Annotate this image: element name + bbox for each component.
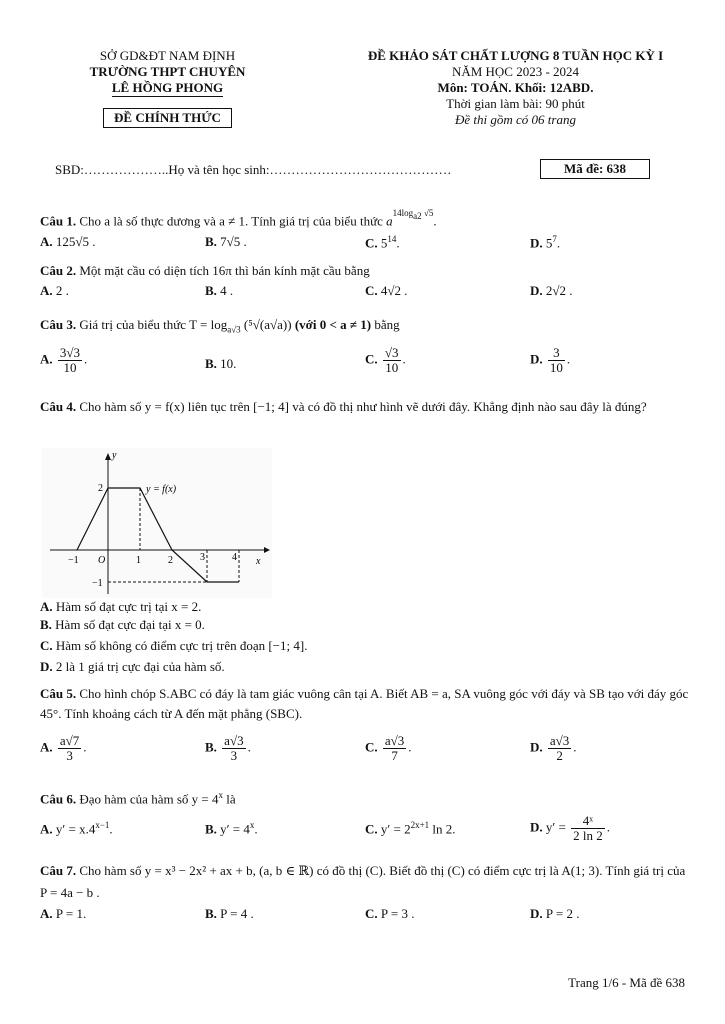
- school-name-2: LÊ HỒNG PHONG: [111, 80, 224, 95]
- q2-option-b[interactable]: B. 4 .: [205, 283, 234, 298]
- y-axis-label: y: [112, 450, 117, 461]
- question-3: Câu 3. Giá trị của biểu thức $T = \log_{a√3} (^5√(a√a))$ (với 0 < a ≠ 1) bằng: [40, 317, 400, 335]
- tick-x-neg1: −1: [68, 555, 79, 566]
- q5-option-d[interactable]: D. $\frac{a√3}{2}$ .: [530, 733, 577, 763]
- student-info: SBD:………………..Họ và tên học sinh:……………………………………: [55, 162, 452, 177]
- question-6: Câu 6. Đạo hàm của hàm số $y = 4^x$ là: [40, 790, 236, 807]
- q4-option-b[interactable]: B. Hàm số đạt cực đại tại x = 0.: [40, 617, 205, 632]
- tick-y-2: 2: [98, 483, 103, 494]
- origin-label: O: [98, 555, 106, 566]
- question-7: Câu 7. Cho hàm số y = x³ − 2x² + ax + b, (a, b ∈ ℝ) có đồ thị (C). Biết đồ thị (C) có điểm cực trị là A(1; 3). Tính giá trị của P = 4a − b .: [40, 863, 686, 900]
- exam-title: ĐỀ KHẢO SÁT CHẤT LƯỢNG 8 TUẦN HỌC KỲ I: [367, 48, 664, 63]
- dept-name: SỞ GD&ĐT NAM ĐỊNH: [99, 48, 236, 63]
- q6-option-d[interactable]: D. y′ = $\frac{\text{4ˣ}}{2 \ln 2}$ .: [530, 813, 610, 843]
- q1-options: [40, 234, 690, 256]
- q5-options: [40, 734, 690, 770]
- q7-option-d[interactable]: D. P = 2 .: [530, 906, 580, 921]
- subject: Môn: TOÁN. Khối: 12ABD.: [437, 80, 594, 95]
- header-right: [318, 48, 713, 128]
- q3-options: [40, 346, 690, 382]
- q1-option-d[interactable]: D. $5^7$.: [530, 234, 561, 251]
- q5-option-c[interactable]: C. $\frac{a√3}{7}$ .: [365, 733, 412, 763]
- page-footer: Trang 1/6 - Mã đề 638: [568, 975, 685, 990]
- tick-y-neg1: −1: [92, 578, 103, 589]
- graph-background: [42, 448, 272, 598]
- q5-option-b[interactable]: B. $\frac{a√3}{3}$ .: [205, 733, 251, 763]
- q7-option-b[interactable]: B. P = 4 .: [205, 906, 254, 921]
- question-2: Câu 2. Một mặt cầu có diện tích 16π thì bán kính mặt cầu bằng: [40, 263, 370, 278]
- q4-option-d[interactable]: D. 2 là 1 giá trị cực đại của hàm số.: [40, 659, 225, 674]
- q3-option-b[interactable]: B. 10.: [205, 356, 237, 371]
- q3-option-a[interactable]: A. $\frac{3√3}{10}$ .: [40, 345, 88, 375]
- q6-option-c[interactable]: C. $y' = 2^{2x+1}$ ln 2.: [365, 820, 456, 837]
- tick-x-3: 3: [200, 552, 205, 563]
- q7-option-c[interactable]: C. P = 3 .: [365, 906, 415, 921]
- school-name-1: TRƯỜNG THPT CHUYÊN: [89, 64, 246, 79]
- question-5: Câu 5. Cho hình chóp S.ABC có đáy là tam giác vuông cân tại A. Biết AB = a, SA vuông góc với đáy và SB tạo với đáy góc 45°. Tính khoảng cách từ A đến mặt phẳng (SBC).: [40, 686, 689, 721]
- function-graph: [42, 448, 272, 598]
- tick-x-4: 4: [232, 552, 237, 563]
- q7-options: [40, 906, 690, 928]
- function-label: y = f(x): [146, 484, 177, 495]
- q1-option-b[interactable]: B. 7√5 .: [205, 234, 247, 249]
- q6-option-b[interactable]: B. $y' = 4^x$.: [205, 820, 258, 837]
- q4-options: [40, 598, 690, 676]
- page-count: Đề thi gồm có 06 trang: [455, 112, 576, 127]
- tick-x-2: 2: [168, 555, 173, 566]
- q5-option-a[interactable]: A. $\frac{a√7}{3}$ .: [40, 733, 87, 763]
- q2-option-d[interactable]: D. 2√2 .: [530, 283, 573, 298]
- tick-x-1: 1: [136, 555, 141, 566]
- q2-option-c[interactable]: C. 4√2 .: [365, 283, 408, 298]
- x-axis-label: x: [256, 556, 261, 567]
- q6-option-a[interactable]: A. $y' = x.4^{x-1}$.: [40, 820, 113, 837]
- q3-option-d[interactable]: D. $\frac{3}{10}$ .: [530, 345, 571, 375]
- q2-options: [40, 283, 690, 305]
- exam-code: Mã đề: 638: [540, 159, 650, 179]
- q3-option-c[interactable]: C. $\frac{√3}{10}$ .: [365, 345, 406, 375]
- q6-options: [40, 814, 690, 850]
- q7-option-a[interactable]: A. P = 1.: [40, 906, 87, 921]
- q4-option-c[interactable]: C. Hàm số không có điểm cực trị trên đoạn [−1; 4].: [40, 638, 308, 653]
- time-limit: Thời gian làm bài: 90 phút: [446, 96, 585, 111]
- q1-option-a[interactable]: A. 125√5 .: [40, 234, 96, 249]
- q2-option-a[interactable]: A. 2 .: [40, 283, 69, 298]
- school-year: NĂM HỌC 2023 - 2024: [451, 64, 580, 79]
- question-4: Câu 4. Cho hàm số y = f(x) liên tục trên [−1; 4] và có đồ thị như hình vẽ dưới đây. Khẳng định nào sau đây là đúng?: [40, 399, 647, 414]
- q4-option-a[interactable]: A. Hàm số đạt cực trị tại x = 2.: [40, 599, 202, 614]
- q1-option-c[interactable]: C. $5^{14}$.: [365, 234, 400, 251]
- question-1: Câu 1. Cho a là số thực dương và a ≠ 1. Tính giá trị của biểu thức $a^{14log_{a2} √5}$.: [40, 208, 437, 229]
- official-box: ĐỀ CHÍNH THỨC: [40, 108, 295, 128]
- header-left: [40, 48, 295, 128]
